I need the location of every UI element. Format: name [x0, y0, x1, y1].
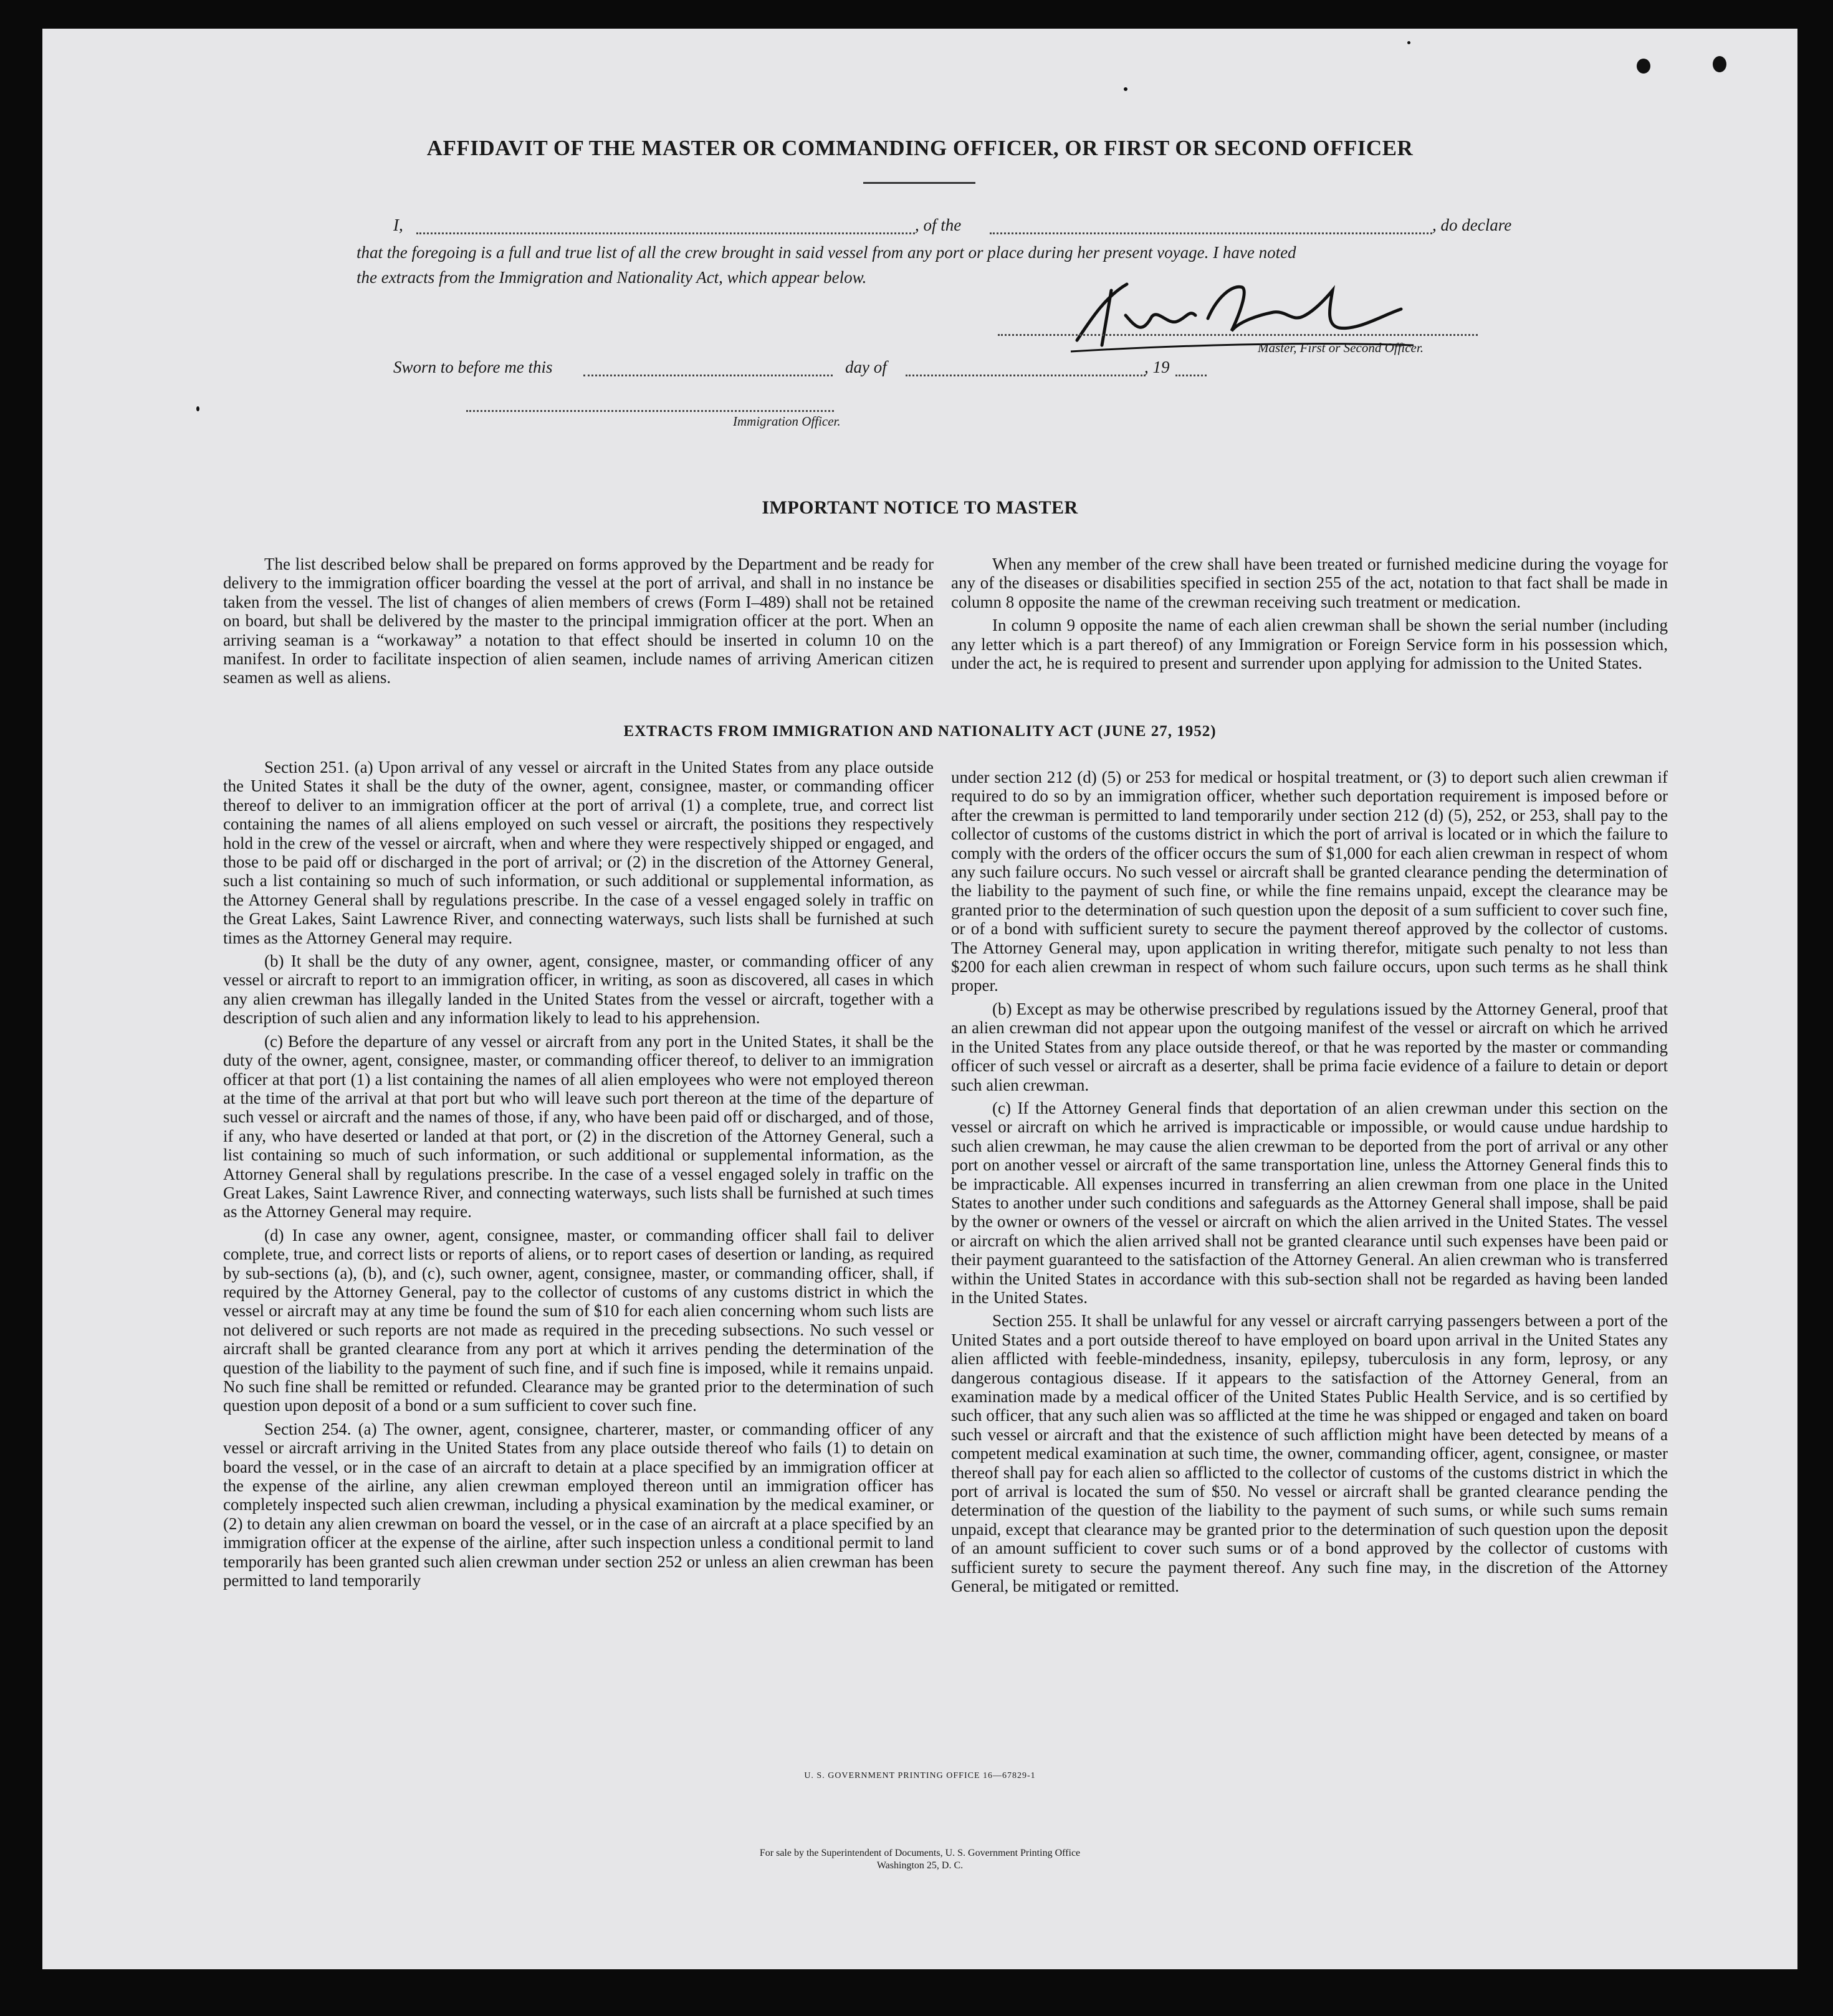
year-prefix-label: , 19 [1144, 358, 1170, 376]
affidavit-title: AFFIDAVIT OF THE MASTER OR COMMANDING OFFICER, OR FIRST OR SECOND OFFICER [426, 136, 1414, 160]
declarant-name-field[interactable] [416, 232, 915, 234]
notice-right-paragraph-2: In column 9 opposite the name of each alien crewman shall be shown the serial number (including any letter which is a part thereof) of any Immigration or Foreign Service form in his possession which, under the act, he is required to present and surrender upon applying for admission to the United States. [951, 616, 1668, 673]
sworn-label: Sworn to before me this [393, 358, 553, 376]
notice-left-paragraph: The list described below shall be prepared on forms approved by the Department and be ready for delivery to the immigration officer boarding the vessel at the port of arrival, and shall in no instance be taken from the vessel. The list of changes of alien members of crews (Form I–489) shall not be retained on board, but shall be delivered by the master to the principal immigration officer at the port. When an arriving seaman is a “workaway” a notation to that effect should be inserted in column 10 on the manifest. In order to facilitate inspection of alien seamen, include names of arriving American citizen seamen as well as aliens. [223, 555, 934, 687]
printer-imprint: U. S. GOVERNMENT PRINTING OFFICE 16—67829-1 [804, 1771, 1036, 1780]
signature-line [998, 334, 1478, 336]
section-254-a-continued: under section 212 (d) (5) or 253 for medical or hospital treatment, or (3) to deport such alien crewman if required to do so by an immigration officer, whether such deportation requirement is imposed before or after the crewman is permitted to land temporarily under section 212 (d) (5), 252, or 253, shall pay to the collector of customs of the customs district in which the port of arrival is located or in which the failure to comply with the orders of the officer occurs the sum of $1,000 for each alien crewman in respect of whom any such failure occurs. No such vessel or aircraft shall be granted clearance pending the determination of the liability to the payment of such fine, or while the fine remains unpaid, except the clearance may be granted prior to the determination of such question upon the deposit of a sum sufficient to cover such fine, or of a bond with sufficient surety to secure the payment thereof approved by the collector of customs. The Attorney General may, upon application in writing therefor, mitigate such penalty to not less than $200 for each alien crewman in respect of whom such failure occurs, upon such terms as he shall think proper. [951, 768, 1668, 995]
extracts-title: EXTRACTS FROM IMMIGRATION AND NATIONALITY ACT (JUNE 27, 1952) [623, 723, 1217, 740]
title-rule [863, 182, 975, 184]
sworn-year-field[interactable] [1175, 375, 1207, 376]
scan-speck [1407, 41, 1410, 44]
affidavit-statement-line: that the foregoing is a full and true list of all the crew brought in said vessel from any port or place during her present voyage. I have noted [357, 243, 1296, 262]
notice-title: IMPORTANT NOTICE TO MASTER [762, 497, 1078, 518]
sworn-month-field[interactable] [906, 375, 1146, 376]
section-251-a: Section 251. (a) Upon arrival of any vessel or aircraft in the United States from any place outside the United States it shall be the duty of the owner, agent, consignee, master, or commanding officer thereof to deliver to an immigration officer at the port of arrival (1) a complete, true, and correct list containing the names of all aliens employed on such vessel or aircraft, the positions they respectively hold in the crew of the vessel or aircraft, when and where they were respectively shipped or engaged, and those to be paid off or discharged in the port of arrival; or (2) in the discretion of the Attorney General, such a list containing so much of such information, or such additional or supplemental information, as the Attorney General shall by regulations prescribe. In the case of a vessel engaged solely in traffic on the Great Lakes, Saint Lawrence River, and connecting waterways, such lists shall be furnished at such times as the Attorney General may require. [223, 758, 934, 947]
sale-notice-line-2: Washington 25, D. C. [876, 1860, 964, 1871]
day-of-label: day of [845, 358, 887, 376]
scan-speck [196, 406, 199, 411]
affidavit-extracts-line: the extracts from the Immigration and Nationality Act, which appear below. [357, 268, 867, 287]
notice-right-paragraph-1: When any member of the crew shall have been treated or furnished medicine during the voyage for any of the diseases or disabilities specified in section 255 of the act, notation to that fact shall be made in column 8 opposite the name of the crewman receiving such treatment or medication. [951, 555, 1668, 611]
immigration-officer-caption: Immigration Officer. [733, 414, 841, 429]
affidavit-i-label: I, [393, 216, 403, 234]
notice-left-column [223, 555, 934, 692]
notice-right-column [951, 555, 1668, 677]
vessel-name-field[interactable] [990, 232, 1432, 234]
scan-speck [1124, 87, 1127, 91]
extracts-right-column [951, 768, 1668, 1600]
punch-hole-mark [1637, 59, 1650, 74]
section-251-b: (b) It shall be the duty of any owner, agent, consignee, master, or commanding officer of any vessel or aircraft to report to an immigration officer, in writing, as soon as discovered, all cases in which any alien crewman has illegally landed in the United States from the vessel or aircraft, together with a description of such alien and any information likely to lead to his apprehension. [223, 952, 934, 1028]
affidavit-of-the-label: , of the [915, 216, 962, 234]
immigration-officer-signature-line [466, 410, 834, 412]
sworn-day-field[interactable] [583, 375, 833, 376]
punch-hole-mark [1713, 56, 1726, 72]
section-251-d: (d) In case any owner, agent, consignee, master, or commanding officer shall fail to deliver complete, true, and correct lists or reports of aliens, or to report cases of desertion or landing, as required by sub-sections (a), (b), and (c), such owner, agent, consignee, master, or commanding officer, shall, if required by the Attorney General, pay to the collector of customs of any customs district in which the vessel or aircraft may at any time be found the sum of $10 for each alien concerning whom such lists are not delivered or such reports are not made as required in the preceding subsections. No such vessel or aircraft shall be granted clearance from any port at which it arrives pending the determination of the question of the liability to the payment of such fine, and if such fine is imposed, while it remains unpaid. No such fine shall be remitted or refunded. Clearance may be granted prior to the determination of such question upon deposit of a bond or a sum sufficient to cover such fine. [223, 1225, 934, 1415]
sale-notice-line-1: For sale by the Superintendent of Documents, U. S. Government Printing Office [759, 1848, 1081, 1858]
section-254-a: Section 254. (a) The owner, agent, consignee, charterer, master, or commanding officer of any vessel or aircraft arriving in the United States from any place outside thereof who fails (1) to detain on board the vessel, or in the case of an aircraft to detain at a place specified by an immigration officer at the expense of the airline, any alien crewman employed thereon until an immigration officer has completely inspected such alien crewman, including a physical examination by the medical examiner, or (2) to detain any alien crewman on board the vessel, or in the case of an aircraft at a place specified by an immigration officer at the expense of the airline, after such inspection unless a conditional permit to land temporarily has been granted such alien crewman under section 252 or unless an alien crewman has been permitted to land temporarily [223, 1419, 934, 1590]
section-251-c: (c) Before the departure of any vessel or aircraft from any port in the United States, it shall be the duty of the owner, agent, consignee, master, or commanding officer thereof, to deliver to an immigration officer at that port (1) a list containing the names of all alien employees who were not employed thereon at the time of the arrival at that port but who will leave such port thereon at the time of the departure of such vessel or aircraft and the names of those, if any, who have been paid off or discharged, and of those, if any, who have deserted or landed at that port, or (2) in the discretion of the Attorney General, such a list containing so much of such information, or such additional or supplemental information, as the Attorney General shall by regulations prescribe. In the case of a vessel engaged solely in traffic on the Great Lakes, Saint Lawrence River, and connecting waterways, such lists shall be furnished at such times as the Attorney General may require. [223, 1031, 934, 1221]
signer-caption: Master, First or Second Officer. [1258, 340, 1424, 355]
form-page [42, 29, 1797, 1969]
section-254-c: (c) If the Attorney General finds that deportation of an alien crewman under this section on the vessel or aircraft on which he arrived is impracticable or impossible, or would cause undue hardship to such alien crewman, he may cause the alien crewman to be deported from the port of arrival or any other port on another vessel or aircraft of the same transportation line, unless the Attorney General finds this to be impracticable. All expenses incurred in transferring an alien crewman from one place in the United States to another under such conditions and safeguards as the Attorney General shall impose, shall be paid by the owner or owners of the vessel or aircraft on which the alien arrived in the United States. The vessel or aircraft on which the alien arrived shall not be granted clearance until such expenses have been paid or their payment guaranteed to the satisfaction of the Attorney General. An alien crewman who is transferred within the United States in accordance with this sub-section shall not be regarded as having been landed in the United States. [951, 1098, 1668, 1307]
section-254-b: (b) Except as may be otherwise prescribed by regulations issued by the Attorney General, proof that an alien crewman did not appear upon the outgoing manifest of the vessel or aircraft on which he arrived in the United States from any place outside thereof, or that he was reported by the master or commanding officer of such vessel or aircraft as a deserter, shall be prima facie evidence of a failure to detain or deport such alien crewman. [951, 999, 1668, 1094]
affidavit-declare-label: , do declare [1432, 216, 1512, 234]
section-255: Section 255. It shall be unlawful for any vessel or aircraft carrying passengers between a port of the United States and a port outside thereof to have employed on board upon arrival in the United States any alien afflicted with feeble-mindedness, insanity, epilepsy, tuberculosis in any form, leprosy, or any dangerous contagious disease. If it appears to the satisfaction of the Attorney General, from an examination made by a medical officer of the United States Public Health Service, and is so certified by such officer, that any such alien was so afflicted at the time he was shipped or engaged and taken on board such vessel or aircraft and that the existence of such affliction might have been detected by means of a competent medical examination at such time, the owner, commanding officer, agent, consignee, or master thereof shall pay for each alien so afflicted to the collector of customs of the customs district in which the port of arrival is located the sum of $50. No vessel or aircraft shall be granted clearance pending the determination of the question of the liability to the payment of such sums, or while such sums remain unpaid, except that clearance may be granted prior to the determination of such question upon the deposit of an amount sufficient to cover such sums or of a bond approved by the collector of customs with sufficient surety to secure the payment thereof. Any such fine may, in the discretion of the Attorney General, be mitigated or remitted. [951, 1311, 1668, 1596]
extracts-left-column [223, 758, 934, 1594]
